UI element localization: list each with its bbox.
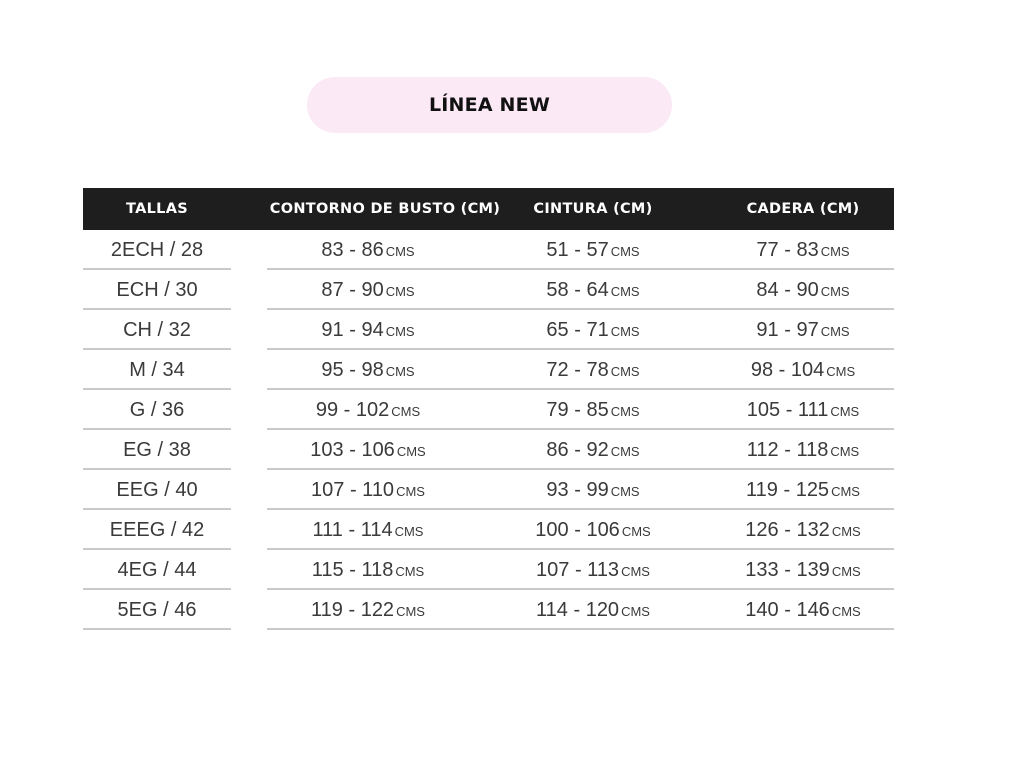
row-divider-right [267,628,894,630]
waist-cell [493,310,693,348]
size-cell-value: CH / 32 [123,319,191,341]
waist-cell [493,550,693,588]
bust-cell-value: 87 - 90 [321,279,384,301]
hip-cell [713,270,893,308]
header-tallas: TALLAS [126,201,188,217]
header-cintura: CINTURA (CM) [533,201,653,217]
unit-label: CMS [820,244,850,259]
unit-label: CMS [610,364,640,379]
hip-cell [713,350,893,388]
bust-cell-value: 111 - 114 [312,519,393,541]
table-row [83,310,894,350]
bust-cell-value: 107 - 110 [311,479,395,501]
table-row [83,510,894,550]
size-cell-value: G / 36 [129,399,185,421]
page-title: LÍNEA NEW [428,94,550,116]
hip-cell-value: 126 - 132 [745,519,830,541]
unit-label: CMS [385,324,415,339]
waist-cell-value: 51 - 57 [546,239,609,261]
size-cell [83,230,231,268]
table-row [83,590,894,630]
bust-cell [268,470,468,508]
bust-cell [268,510,468,548]
waist-cell [493,350,693,388]
unit-label: CMS [391,404,421,419]
table-row [83,390,894,430]
unit-label: CMS [831,604,861,619]
size-cell-value: 2ECH / 28 [110,239,204,261]
unit-label: CMS [621,564,650,579]
unit-label: CMS [385,244,415,259]
unit-label: CMS [830,404,860,419]
unit-label: CMS [621,524,651,539]
bust-cell-value: 83 - 86 [321,239,384,261]
unit-label: CMS [610,444,640,459]
bust-cell [268,550,468,588]
table-row [83,470,894,510]
hip-cell-value: 91 - 97 [756,319,819,341]
size-cell [83,390,231,428]
unit-label: CMS [610,484,640,499]
table-row [83,550,894,590]
unit-label: CMS [831,524,861,539]
unit-label: CMS [831,484,860,499]
hip-cell-value: 133 - 139 [745,559,830,581]
table-body [83,230,894,630]
unit-label: CMS [395,564,425,579]
hip-cell [713,510,893,548]
size-cell-value: 4EG / 44 [117,559,197,581]
bust-cell [268,590,468,628]
size-cell [83,270,231,308]
waist-cell [493,510,693,548]
hip-cell-value: 112 - 118 [746,439,829,461]
table-row [83,350,894,390]
size-cell [83,590,231,628]
waist-cell [493,470,693,508]
size-cell [83,310,231,348]
waist-cell-value: 72 - 78 [546,359,609,381]
unit-label: CMS [385,284,415,299]
size-cell [83,430,231,468]
hip-cell-value: 105 - 111 [746,399,829,421]
unit-label: CMS [394,524,424,539]
hip-cell-value: 84 - 90 [756,279,819,301]
unit-label: CMS [820,284,850,299]
unit-label: CMS [396,444,426,459]
hip-cell [713,470,893,508]
header-cadera: CADERA (CM) [746,201,860,217]
waist-cell-value: 93 - 99 [546,479,609,501]
waist-cell-value: 107 - 113 [536,559,620,581]
waist-cell [493,590,693,628]
header-busto: CONTORNO DE BUSTO (CM) [269,201,501,217]
hip-cell [713,550,893,588]
unit-label: CMS [610,404,640,419]
unit-label: CMS [621,604,650,619]
size-cell-value: 5EG / 46 [117,599,197,621]
hip-cell-value: 119 - 125 [746,479,830,501]
hip-cell [713,310,893,348]
waist-cell [493,270,693,308]
hip-cell-value: 77 - 83 [756,239,819,261]
row-divider-left [83,628,231,630]
waist-cell-value: 58 - 64 [546,279,609,301]
unit-label: CMS [820,324,850,339]
bust-cell-value: 103 - 106 [310,439,395,461]
waist-cell [493,230,693,268]
unit-label: CMS [830,444,860,459]
table-header [83,188,894,230]
hip-cell [713,590,893,628]
bust-cell [268,230,468,268]
hip-cell [713,230,893,268]
waist-cell [493,430,693,468]
bust-cell [268,350,468,388]
hip-cell [713,430,893,468]
table-row [83,270,894,310]
size-cell [83,510,231,548]
hip-cell [713,390,893,428]
unit-label: CMS [610,324,640,339]
waist-cell [493,390,693,428]
waist-cell-value: 65 - 71 [546,319,609,341]
bust-cell-value: 95 - 98 [321,359,384,381]
bust-cell-value: 91 - 94 [321,319,384,341]
table-row [83,230,894,270]
size-cell-value: ECH / 30 [116,279,198,301]
bust-cell [268,430,468,468]
waist-cell-value: 114 - 120 [536,599,620,621]
size-cell-value: EEEG / 42 [109,519,205,541]
size-table [83,188,894,630]
unit-label: CMS [610,244,640,259]
bust-cell [268,390,468,428]
size-cell-value: EG / 38 [123,439,191,461]
bust-cell-value: 119 - 122 [311,599,395,621]
bust-cell-value: 99 - 102 [315,399,390,421]
waist-cell-value: 79 - 85 [546,399,609,421]
hip-cell-value: 98 - 104 [750,359,825,381]
size-cell-value: M / 34 [129,359,185,381]
unit-label: CMS [826,364,856,379]
bust-cell [268,270,468,308]
unit-label: CMS [396,484,425,499]
table-row [83,430,894,470]
size-cell [83,550,231,588]
unit-label: CMS [385,364,415,379]
waist-cell-value: 86 - 92 [546,439,609,461]
unit-label: CMS [610,284,640,299]
unit-label: CMS [396,604,425,619]
size-cell [83,470,231,508]
hip-cell-value: 140 - 146 [745,599,830,621]
unit-label: CMS [831,564,861,579]
waist-cell-value: 100 - 106 [535,519,620,541]
bust-cell [268,310,468,348]
size-cell-value: EEG / 40 [116,479,198,501]
size-cell [83,350,231,388]
title-pill [307,77,672,133]
bust-cell-value: 115 - 118 [311,559,394,581]
